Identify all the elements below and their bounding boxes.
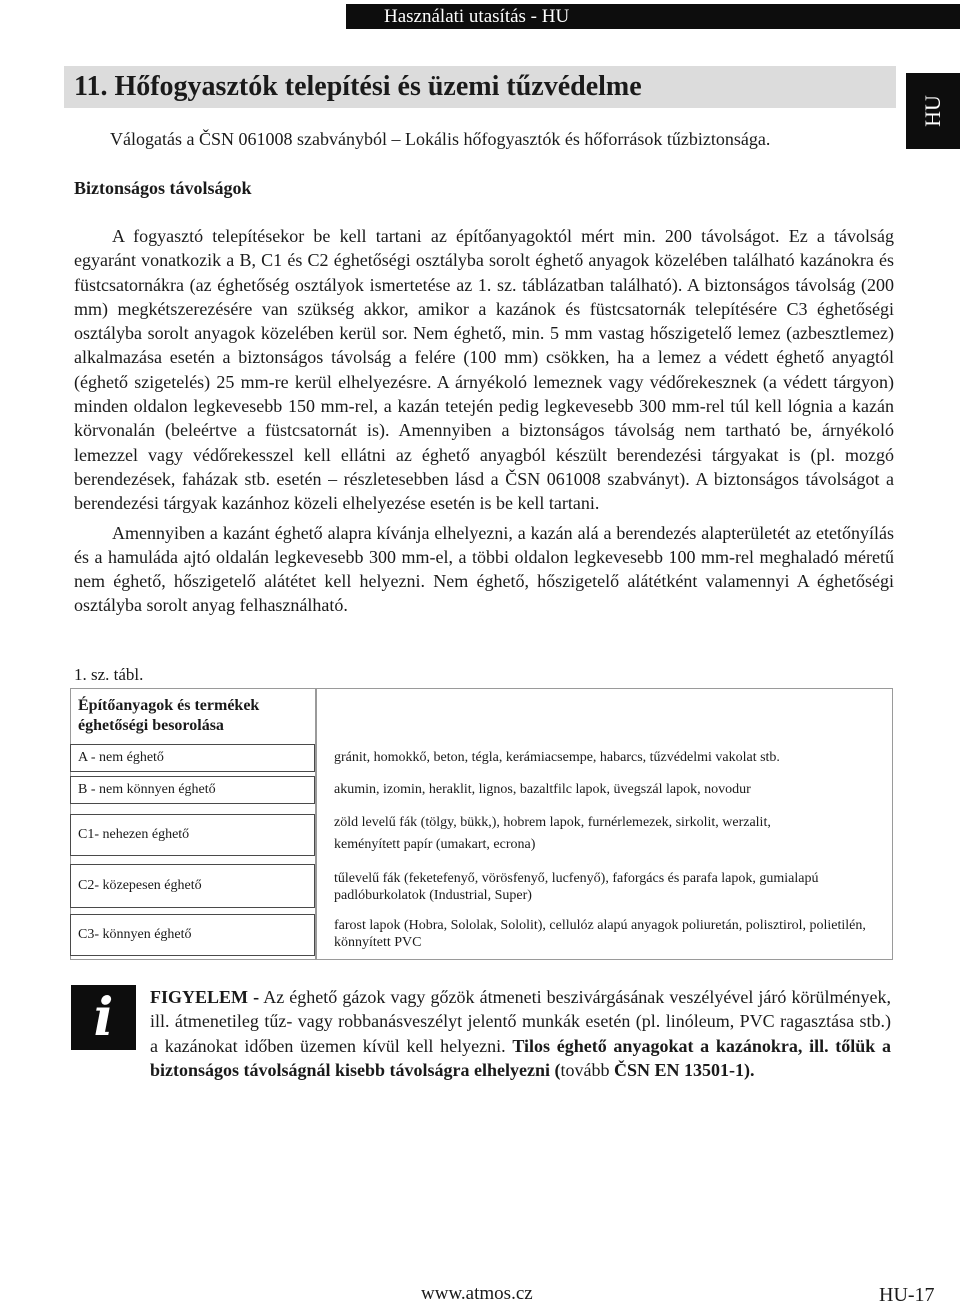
footer-website: www.atmos.cz [421, 1283, 533, 1304]
material-cell-c3: farost lapok (Hobra, Sololak, Sololit), cellulóz alapú anyagok poliuretán, polisztirol, polietilén, könnyített PVC [334, 918, 866, 950]
section-subtitle: Válogatás a ČSN 061008 szabványból – Lokális hőfogyasztók és hőforrások tűzbiztonsága. [110, 129, 771, 149]
table-header: Építőanyagok és termékek éghetőségi besorolása [78, 697, 260, 734]
class-cell-c1 [70, 814, 315, 856]
class-label: C1- nehezen éghető [78, 827, 190, 842]
material-line: keményített papír (umakart, ecrona) [334, 837, 536, 852]
class-label: A - nem éghető [78, 750, 164, 765]
notice-warning-normal: tovább [560, 1059, 610, 1080]
header-title: Használati utasítás - HU [384, 6, 570, 27]
page-number: HU-17 [879, 1284, 935, 1306]
paragraph-1: A fogyasztó telepítésekor be kell tartani az építőanyagoktól mért min. 200 távolságot. Ez a távolság egyaránt vonatkozik a B, C1 és C2 éghetőségi osztályba sorolt éghető anyagok közelében található kazánokra és füstcsatornákra (az éghetőség osztályok ismertetése az 1. sz. táblázatban található). A biztonságos távolság (200 mm) megkétszerezésére van szükség akkor, amikor a kazánok és füstcsatornák telepítésére C3 éghetőségi osztályba sorolt anyagok közelében kerül sor. Nem éghető, min. 5 mm vastag hőszigetelő lemez (azbesztlemez) alkalmazása esetén a biztonságos távolság a felére (100 mm) csökken, ha a lemez a védett éghető anyagtól (éghető szigetelés) 25 mm-re kerül elhelyezésre. A árnyékoló lemeznek vagy védőrekesznek (a védett tárgyon) minden oldalon legkevesebb 150 mm-rel, a kazán tetején pedig legkevesebb 300 mm-rel túl kell lógnia a kazán körvonalán (beleértve a füstcsatornát is). Amennyiben a biztonságos távolság nem tartható be, árnyékoló lemezzel vagy védőrekesszel kell ellátni az éghető anyagból készült berendezési tárgyakat is (pl. mozgó berendezések, faházak stb. esetén – részletesebben lásd a ČSN 061008 szabványt). A biztonságos távolságot a berendezési tárgyak kazánhoz közeli elhelyezése esetén is be kell tartani. [74, 226, 894, 514]
notice-warning-end: ČSN EN 13501-1). [609, 1059, 755, 1080]
header-bar [346, 4, 960, 29]
class-label: C3- könnyen éghető [78, 927, 192, 942]
material-cell-b: akumin, izomin, heraklit, lignos, bazaltfilc lapok, üvegszál lapok, novodur [334, 782, 751, 797]
material-line: zöld levelű fák (tölgy, bükk,), hobrem lapok, furnérlemezek, sirkolit, werzalit, [334, 815, 771, 830]
material-cell-a: gránit, homokkő, beton, tégla, kerámiacsempe, habarcs, tűzvédelmi vakolat stb. [334, 750, 780, 765]
material-cell-c1 [334, 812, 884, 856]
class-label: C2- közepesen éghető [78, 878, 202, 893]
language-tab [906, 73, 960, 149]
class-cell-c2 [70, 864, 315, 908]
body-text [74, 224, 894, 618]
language-tab-label: HU [920, 95, 945, 127]
notice-text: Az éghető gázok vagy gőzök átmeneti beszivárgásának veszélyével járó körülmények, ill. átmenetileg tűz- vagy robbanásveszélyt jelentő munkák esetén (pl. linóleum, PVC ragasztása stb.) a kazánokat időben üzemen kívül kell helyezni. [150, 987, 891, 1056]
notice-warning: Tilos éghető anyagokat a kazánokra, ill. tőlük a biztonságos távolságnál kisebb távolságra elhelyezni ( [150, 1035, 892, 1080]
paragraph-2: Amennyiben a kazánt éghető alapra kívánja elhelyezni, a kazán alá a berendezés alapterületét az etetőnyílás és a hamuláda ajtó oldalán legkevesebb 300 mm-el, a többi oldalon legkevesebb 100 mm-rel meghaladó méretű nem éghető, hőszigetelő alátétet kell helyezni. Nem éghető, hőszigetelő alátétként valamennyi A éghetőségi osztályba sorolt anyag felhasználható. [74, 522, 894, 616]
info-icon: i [71, 985, 136, 1050]
class-cell-b [70, 776, 315, 804]
safe-distance-title: Biztonságos távolságok [74, 178, 252, 198]
notice-label: FIGYELEM - [150, 987, 260, 1007]
class-cell-c3 [70, 914, 315, 956]
class-cell-a [70, 744, 315, 772]
material-cell-c2: tűlevelű fák (feketefenyő, vörösfenyő, lucfenyő), faforgács és parafa lapok, gumialapú padlóburkolatok (Industrial, Super) [334, 871, 819, 903]
section-heading-text: 11. Hőfogyasztók telepítési és üzemi tűzvédelme [74, 71, 642, 102]
table-label: 1. sz. tábl. [74, 665, 144, 684]
section-heading [64, 66, 896, 108]
warning-notice [150, 985, 891, 1082]
class-label: B - nem könnyen éghető [78, 782, 216, 797]
